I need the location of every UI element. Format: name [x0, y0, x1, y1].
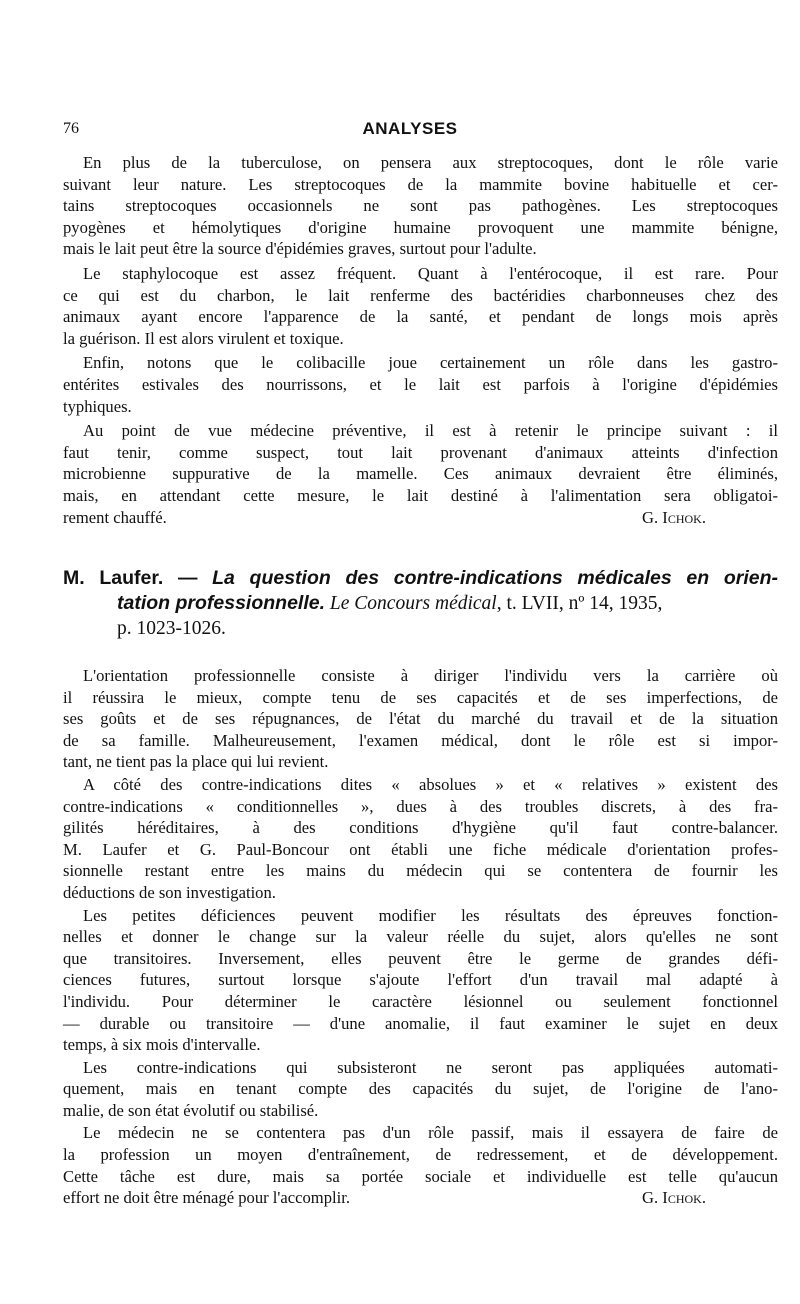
dash: —	[163, 567, 213, 589]
line-text: effort ne doit être ménagé pour l'accomplir.	[63, 1188, 350, 1208]
text-line	[63, 708, 778, 730]
text-line	[63, 1187, 778, 1209]
text-line	[63, 882, 778, 904]
line-text: temps, à six mois d'intervalle.	[63, 1035, 261, 1055]
line-text: Le staphylocoque est assez fréquent. Quant à l'entérocoque, il est rare. Pour	[83, 263, 778, 283]
text-line	[63, 217, 778, 239]
citation-line-2	[63, 591, 778, 616]
line-text: Cette tâche est dure, mais sa portée sociale et individuelle est telle qu'aucun	[63, 1166, 778, 1186]
line-text: entérites estivales des nourrissons, et le lait est parfois à l'origine d'épidémies	[63, 374, 778, 394]
citation-line-1	[63, 566, 778, 591]
line-text: Les petites déficiences peuvent modifier les résultats des épreuves fonction-	[83, 905, 778, 925]
line-text: — durable ou transitoire — d'une anomalie, il faut examiner le sujet en deux	[63, 1013, 778, 1033]
line-text: tains streptocoques occasionnels ne sont pas pathogènes. Les streptocoques	[63, 196, 778, 216]
text-line	[63, 285, 778, 307]
line-text: la profession un moyen d'entraînement, de redressement, et de développement.	[63, 1145, 778, 1165]
article-title-cont: tation professionnelle.	[117, 592, 326, 614]
text-line	[63, 195, 778, 217]
text-line	[63, 1034, 778, 1056]
line-text: L'orientation professionnelle consiste à diriger l'individu vers la carrière où	[83, 666, 778, 685]
paragraph	[63, 420, 778, 528]
paragraph	[63, 1122, 778, 1208]
line-text: Le médecin ne se contentera pas d'un rôle passif, mais il essayera de faire de	[83, 1123, 778, 1143]
line-text: il réussira le mieux, compte tenu de ses capacités et de ses imperfections, de	[63, 687, 778, 707]
paragraph	[63, 774, 778, 904]
text-line	[63, 817, 778, 839]
text-line	[63, 1057, 778, 1079]
text-line	[63, 1013, 778, 1035]
line-text: ciences futures, surtout lorsque s'ajoute l'effort d'un travail mal adapté à	[63, 970, 778, 990]
text-line	[63, 174, 778, 196]
text-line	[63, 420, 778, 442]
text-line	[63, 306, 778, 328]
line-text: déductions de son investigation.	[63, 882, 276, 902]
text-line	[63, 1122, 778, 1144]
paragraph	[63, 352, 778, 417]
paragraph	[63, 152, 778, 260]
text-line	[63, 774, 778, 796]
text-line	[63, 442, 778, 464]
review-citation-heading	[63, 566, 778, 641]
line-text: Les contre-indications qui subsisteront ne seront pas appliquées automati-	[83, 1057, 778, 1077]
line-text: A côté des contre-indications dites « absolues » et « relatives » existent des	[83, 774, 778, 794]
signature: G. Ichok.	[642, 1188, 706, 1208]
article-title: La question des contre-indications médicales en orien-	[212, 567, 778, 589]
text-line	[63, 507, 778, 529]
line-text: ses goûts et de ses répugnances, de l'état du marché du travail et de la situation	[63, 709, 778, 729]
line-text: quement, mais en tenant compte des capacités du sujet, de l'origine de l'ano-	[63, 1079, 778, 1099]
text-line	[63, 730, 778, 752]
text-line	[63, 463, 778, 485]
text-line	[63, 396, 778, 418]
text-line	[63, 328, 778, 350]
line-text: Enfin, notons que le colibacille joue certainement un rôle dans les gastro-	[83, 353, 778, 373]
text-line	[63, 948, 778, 970]
line-text: microbienne suppurative de la mamelle. Ces animaux devraient être éliminés,	[63, 464, 778, 484]
line-text: suivant leur nature. Les streptocoques de la mammite bovine habituelle et cer-	[63, 174, 778, 194]
line-text: nelles et donner le change sur la valeur réelle du sujet, alors qu'elles ne sont	[63, 927, 778, 947]
line-text: animaux ayant encore l'apparence de la santé, et pendant de longs mois après	[63, 307, 778, 327]
journal-name: Le Concours médical	[329, 593, 497, 614]
line-text: de sa famille. Malheureusement, l'examen médical, dont le rôle est si impor-	[63, 730, 778, 750]
text-line	[63, 485, 778, 507]
line-text: malie, de son état évolutif ou stabilisé.	[63, 1100, 319, 1120]
line-text: tant, ne tient pas la place qui lui revient.	[63, 752, 329, 772]
line-text: Au point de vue médecine préventive, il est à retenir le principe suivant : il	[83, 421, 778, 441]
line-text: que transitoires. Inversement, elles peuvent être le germe de grandes défi-	[63, 948, 778, 968]
text-line	[63, 969, 778, 991]
line-text: ce qui est du charbon, le lait renferme des bactéridies charbonneuses chez des	[63, 285, 778, 305]
text-line	[63, 152, 778, 174]
line-text: rement chauffé.	[63, 507, 167, 527]
text-line	[63, 860, 778, 882]
line-text: la guérison. Il est alors virulent et toxique.	[63, 328, 344, 348]
line-text: mais, en attendant cette mesure, le lait destiné à l'alimentation sera obligatoi-	[63, 485, 778, 505]
text-line	[63, 352, 778, 374]
page-range: p. 1023-1026.	[117, 618, 226, 639]
text-line	[63, 905, 778, 927]
review-body-2	[63, 665, 778, 1210]
line-text: sionnelle restant entre les mains du médecin qui se contentera de fournir les	[63, 861, 778, 881]
text-line	[63, 796, 778, 818]
paragraph	[63, 263, 778, 349]
signature: G. Ichok.	[642, 507, 706, 527]
line-text: gilités héréditaires, à des conditions d'hygiène qu'il faut contre-balancer.	[63, 818, 778, 838]
line-text: M. Laufer et G. Paul-Boncour ont établi une fiche médicale d'orientation profes-	[63, 839, 778, 859]
text-line	[63, 926, 778, 948]
citation-line-3	[63, 616, 778, 641]
text-line	[63, 374, 778, 396]
text-line	[63, 1166, 778, 1188]
line-text: l'individu. Pour déterminer le caractère lésionnel ou seulement fonctionnel	[63, 991, 778, 1011]
text-line	[63, 665, 778, 687]
text-line	[63, 263, 778, 285]
paragraph	[63, 905, 778, 1056]
page-number: 76	[63, 120, 79, 137]
line-text: mais le lait peut être la source d'épidémies graves, surtout pour l'adulte.	[63, 239, 537, 259]
text-line	[63, 991, 778, 1013]
line-text: contre-indications « conditionnelles », dues à des troubles discrets, à des fra-	[63, 796, 778, 816]
line-text: En plus de la tuberculose, on pensera aux streptocoques, dont le rôle varie	[83, 153, 778, 172]
review-body-1	[63, 152, 778, 531]
line-text: typhiques.	[63, 396, 132, 416]
line-text: pyogènes et hémolytiques d'origine humaine provoquent une mammite bénigne,	[63, 217, 778, 237]
text-line	[63, 839, 778, 861]
text-line	[63, 1144, 778, 1166]
text-line	[63, 1100, 778, 1122]
text-line	[63, 238, 778, 260]
paragraph	[63, 1057, 778, 1122]
text-line	[63, 1078, 778, 1100]
text-line	[63, 751, 778, 773]
line-text: faut tenir, comme suspect, tout lait provenant d'animaux atteints d'infection	[63, 442, 778, 462]
volume-issue-year: , t. LVII, nº 14, 1935,	[496, 593, 663, 614]
author: M. Laufer.	[63, 567, 164, 589]
paragraph	[63, 665, 778, 773]
running-title: ANALYSES	[362, 119, 458, 138]
text-line	[63, 687, 778, 709]
